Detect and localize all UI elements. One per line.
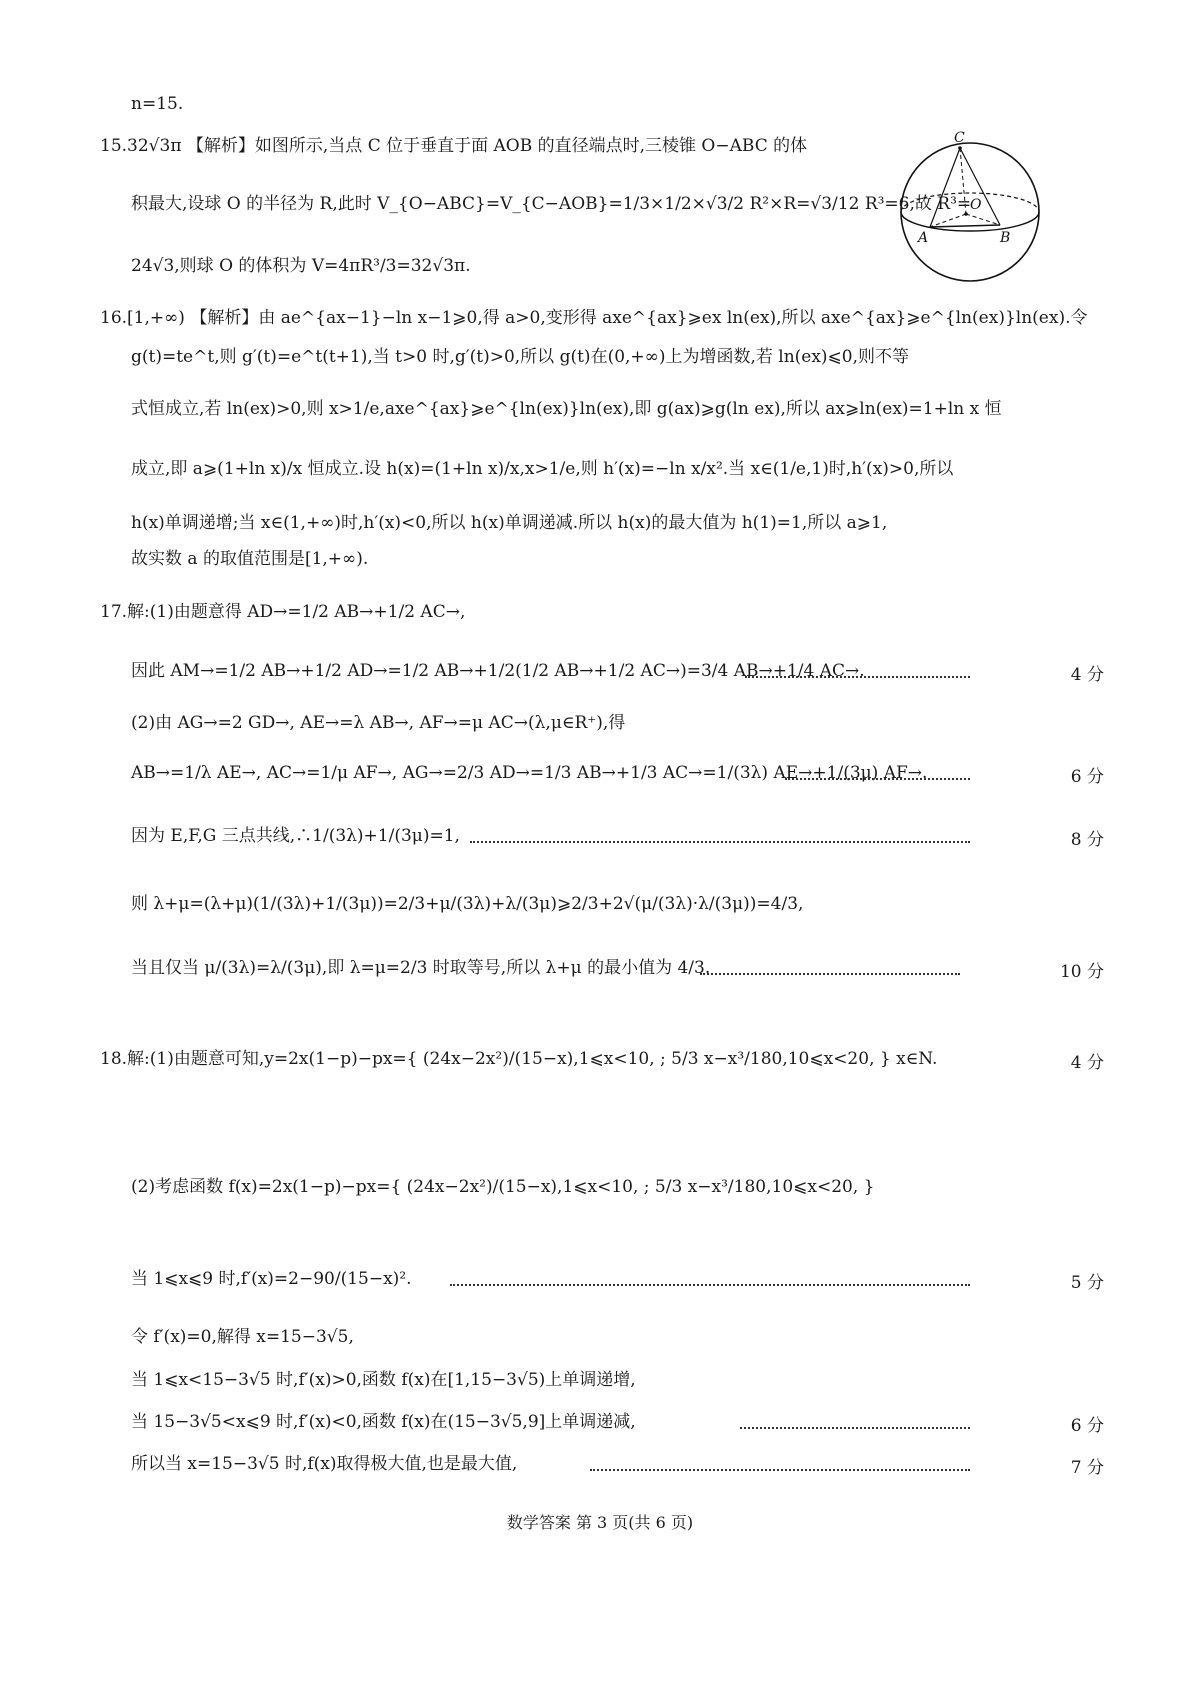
edge-ca [930,148,960,227]
score-mark: 6 分 [1070,1416,1104,1436]
score-mark: 4 分 [1070,1053,1104,1073]
score-leader [590,1469,970,1471]
line-q17-3: (2)由 AG→=2 GD→, AE→=λ AB→, AF→=μ AC→(λ,μ∈R⁺),得 [131,713,626,733]
score-mark: 6 分 [1070,767,1104,787]
score-leader [470,841,970,843]
score-leader [745,676,970,678]
label-c: C [954,130,965,146]
score-mark: 7 分 [1070,1458,1104,1478]
page-footer: 数学答案 第 3 页(共 6 页) [506,1513,694,1532]
score-mark: 8 分 [1070,830,1104,850]
line-q18-4: 令 f′(x)=0,解得 x=15−3√5, [131,1327,354,1347]
score-leader [450,1284,970,1286]
line-q18-2: (2)考虑函数 f(x)=2x(1−p)−px={ (24x−2x²)/(15−x),1⩽x<10, ; 5/3 x−x³/180,10⩽x<20, } [131,1177,875,1197]
line-q17-6: 则 λ+μ=(λ+μ)(1/(3λ)+1/(3μ))=2/3+μ/(3λ)+λ/(3μ)⩾2/3+2√(μ/(3λ)·λ/(3μ))=4/3, [131,894,804,914]
line-q16-1: 16.[1,+∞) 【解析】由 ae^{ax−1}−ln x−1⩾0,得 a>0,变形得 axe^{ax}⩾ex ln(ex),所以 axe^{ax}⩾e^{ln(ex)}ln(ex).令 [100,308,1088,328]
line-q18-3: 当 1⩽x⩽9 时,f′(x)=2−90/(15−x)². [131,1269,412,1289]
label-a: A [918,230,929,246]
line-q16-3: 式恒成立,若 ln(ex)>0,则 x>1/e,axe^{ax}⩾e^{ln(ex)}ln(ex),即 g(ax)⩾g(ln ex),所以 ax⩾ln(ex)=1+ln x 恒 [131,399,1002,419]
label-b: B [1000,230,1011,246]
line-q18-7: 所以当 x=15−3√5 时,f(x)取得极大值,也是最大值, [131,1454,518,1474]
line-q16-5: h(x)单调递增;当 x∈(1,+∞)时,h′(x)<0,所以 h(x)单调递减.所以 h(x)的最大值为 h(1)=1,所以 a⩾1, [131,513,888,533]
line-q18-5: 当 1⩽x<15−3√5 时,f′(x)>0,函数 f(x)在[1,15−3√5)上单调递增, [131,1370,636,1390]
line-q17-5: 因为 E,F,G 三点共线,∴1/(3λ)+1/(3μ)=1, [131,826,460,846]
edge-ab [930,225,1000,227]
line-q17-1: 17.解:(1)由题意得 AD→=1/2 AB→+1/2 AC→, [100,602,466,622]
edge-oa [930,214,966,227]
line-q15-1: 15.32√3π 【解析】如图所示,当点 C 位于垂直于面 AOB 的直径端点时,三棱锥 O−ABC 的体 [100,136,808,156]
label-o: O [970,197,982,213]
line-n-15: n=15. [131,94,184,114]
score-mark: 5 分 [1070,1273,1104,1293]
line-q16-4: 成立,即 a⩾(1+ln x)/x 恒成立.设 h(x)=(1+ln x)/x,x>1/e,则 h′(x)=−ln x/x².当 x∈(1/e,1)时,h′(x)>0,所以 [131,459,954,479]
line-q17-2: 因此 AM→=1/2 AB→+1/2 AD→=1/2 AB→+1/2(1/2 AB→+1/2 AC→)=3/4 AB→+1/4 AC→. [131,661,865,681]
line-q15-2: 积最大,设球 O 的半径为 R,此时 V_{O−ABC}=V_{C−AOB}=1/3×1/2×√3/2 R²×R=√3/12 R³=6,故 R³= [131,194,972,214]
score-leader [700,973,960,975]
line-q17-4: AB→=1/λ AE→, AC→=1/μ AF→, AG→=2/3 AD→=1/3 AB→+1/3 AC→=1/(3λ) AE→+1/(3μ) AF→. [131,763,928,783]
score-mark: 4 分 [1070,665,1104,685]
line-q18-1: 18.解:(1)由题意可知,y=2x(1−p)−px={ (24x−2x²)/(15−x),1⩽x<10, ; 5/3 x−x³/180,10⩽x<20, } x∈N. [100,1049,938,1069]
score-leader [740,1427,970,1429]
line-q18-6: 当 15−3√5<x⩽9 时,f′(x)<0,函数 f(x)在(15−3√5,9]上单调递减, [131,1412,636,1432]
line-q16-6: 故实数 a 的取值范围是[1,+∞). [131,549,369,569]
score-mark: 10 分 [1059,962,1104,982]
score-leader [785,778,970,780]
line-q16-2: g(t)=te^t,则 g′(t)=e^t(t+1),当 t>0 时,g′(t)>0,所以 g(t)在(0,+∞)上为增函数,若 ln(ex)⩽0,则不等 [131,347,910,367]
line-q15-3: 24√3,则球 O 的体积为 V=4πR³/3=32√3π. [131,256,471,276]
line-q17-7: 当且仅当 μ/(3λ)=λ/(3μ),即 λ=μ=2/3 时取等号,所以 λ+μ 的最小值为 4/3. [131,958,711,978]
